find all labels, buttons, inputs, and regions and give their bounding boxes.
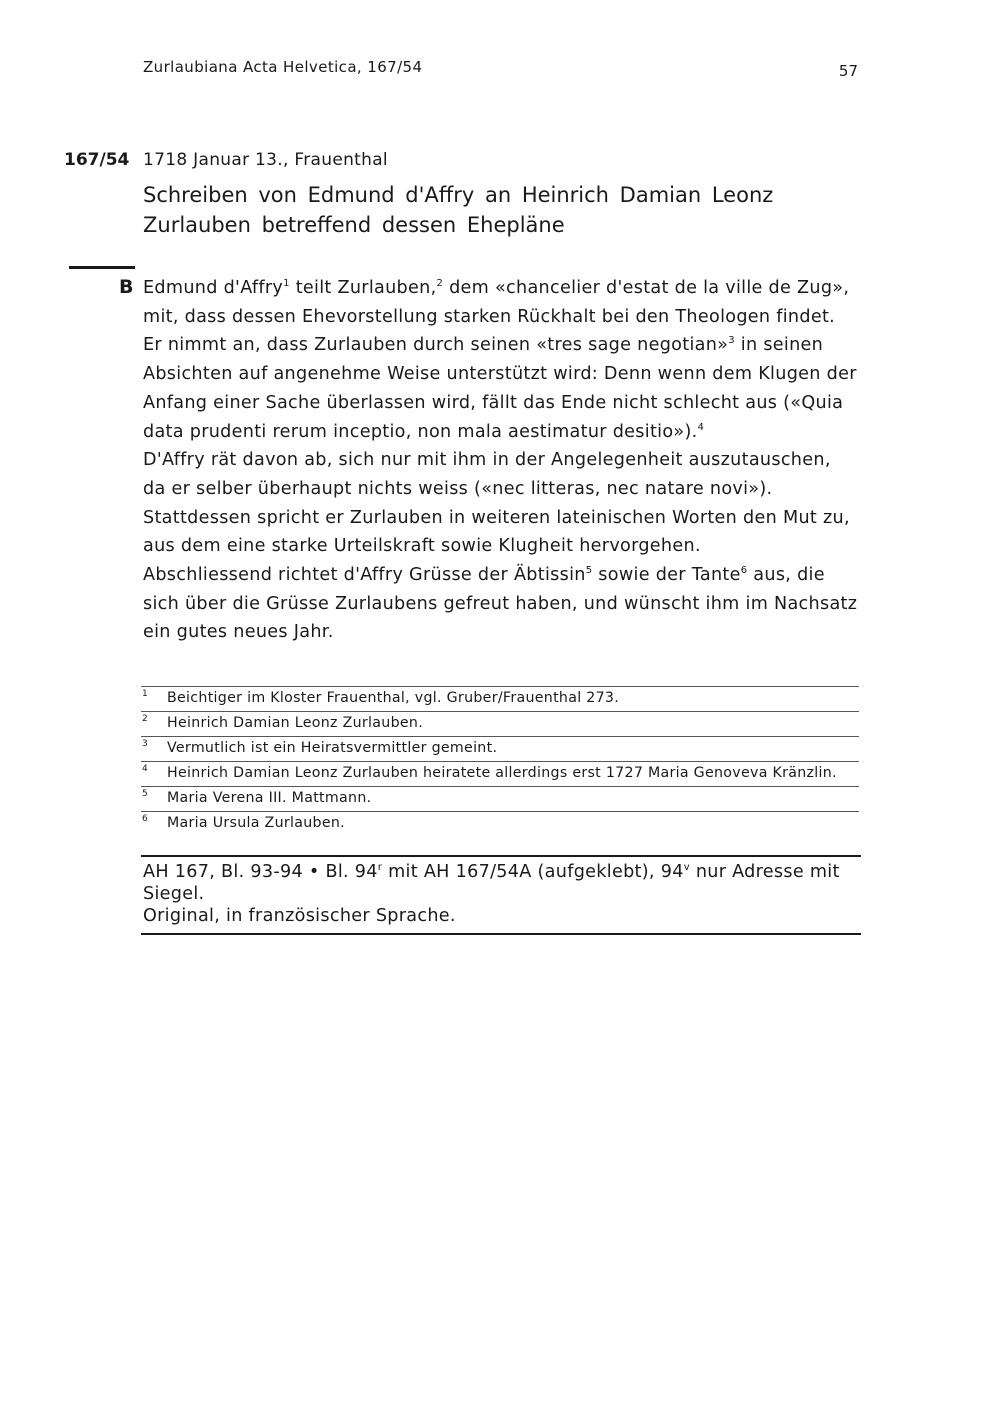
text-run: Edmund d'Affry <box>143 278 284 298</box>
footnote-text: Heinrich Damian Leonz Zurlauben. <box>167 715 424 731</box>
footnote-text: Vermutlich ist ein Heiratsvermittler gemeint. <box>167 740 498 756</box>
footnote-ref[interactable]: 6 <box>740 565 748 577</box>
footnote <box>141 786 859 811</box>
footnote-text: Maria Ursula Zurlauben. <box>167 815 345 831</box>
text-run: teilt Zurlauben, <box>289 278 437 298</box>
text-run: Abschliessend richtet d'Affry Grüsse der Äbtissin <box>143 565 586 586</box>
footnote <box>141 686 859 711</box>
body-paragraph <box>143 274 859 446</box>
body-paragraph: D'Affry rät davon ab, sich nur mit ihm in der Angelegenheit auszutauschen, da er selber überhaupt nichts weiss («nec litteras, nec natare novi»). Stattdessen spricht er Zurlauben in weiteren lateinischen Worten den Mut zu, aus dem eine starke Urteilskraft sowie Klugheit hervorgehen. <box>143 450 850 557</box>
footnote-number: 1 <box>142 689 149 699</box>
text-run: in seinen Absichten auf angenehme Weise unterstützt wird: Denn wenn dem Klugen der Anfang einer Sache überlassen wird, fällt das Ende nicht schlecht aus («Quia data prudenti rerum inceptio, non mala aestimatur desitio»). <box>143 335 857 442</box>
running-head: Zurlaubiana Acta Helvetica, 167/54 <box>143 58 423 76</box>
margin-letter: B <box>119 276 134 298</box>
footnote-ref[interactable]: 5 <box>585 565 593 577</box>
footnote <box>141 711 859 736</box>
text-run: nur Adresse mit Siegel. <box>143 862 840 904</box>
footnotes <box>141 686 859 836</box>
page-number: 57 <box>838 62 858 80</box>
footnote <box>141 736 859 761</box>
text-run: sowie der Tante <box>592 565 741 586</box>
footnote <box>141 811 859 836</box>
text-run: AH 167, Bl. 93-94 • Bl. 94 <box>143 862 378 882</box>
margin-rule <box>69 266 135 269</box>
body-text <box>143 274 859 647</box>
footnote-text: Heinrich Damian Leonz Zurlauben heiratete allerdings erst 1727 Maria Genoveva Kränzlin. <box>167 765 837 781</box>
footnote-number: 3 <box>142 739 149 749</box>
footnote-ref[interactable]: 4 <box>697 421 705 433</box>
footnote-number: 2 <box>142 714 149 724</box>
footnote-text: Beichtiger im Kloster Frauenthal, vgl. Gruber/Frauenthal 273. <box>167 690 620 706</box>
recto-mark: r <box>377 862 383 874</box>
source-line <box>143 861 861 905</box>
text-run: aus, die sich über die Grüsse Zurlaubens gefreut haben, und wünscht ihm im Nachsatz ein gutes neues Jahr. <box>143 565 858 643</box>
document-number: 167/54 <box>64 150 130 170</box>
footnote <box>141 761 859 786</box>
footnote-ref[interactable]: 1 <box>283 278 290 290</box>
text-run: mit AH 167/54A (aufgeklebt), 94 <box>382 862 684 882</box>
document-date-place: 1718 Januar 13., Frauenthal <box>143 150 388 170</box>
source-note <box>141 855 861 935</box>
footnote-ref[interactable]: 2 <box>436 278 444 290</box>
footnote-number: 6 <box>142 814 149 824</box>
source-line: Original, in französischer Sprache. <box>143 906 456 926</box>
body-paragraph <box>143 561 859 647</box>
footnote-number: 4 <box>142 764 149 774</box>
verso-mark: v <box>683 862 690 874</box>
document-title: Schreiben von Edmund d'Affry an Heinrich Damian Leonz Zurlauben betreffend dessen Ehepläne <box>143 183 774 237</box>
text-run: dem «chancelier d'estat de la ville de Zug», mit, dass dessen Ehevorstellung starken Rückhalt bei den Theologen findet. Er nimmt an, dass Zurlauben durch seinen «tres sage negotian» <box>143 278 850 356</box>
footnote-text: Maria Verena III. Mattmann. <box>167 790 372 806</box>
footnote-number: 5 <box>142 789 149 799</box>
footnote-ref[interactable]: 3 <box>728 335 735 347</box>
